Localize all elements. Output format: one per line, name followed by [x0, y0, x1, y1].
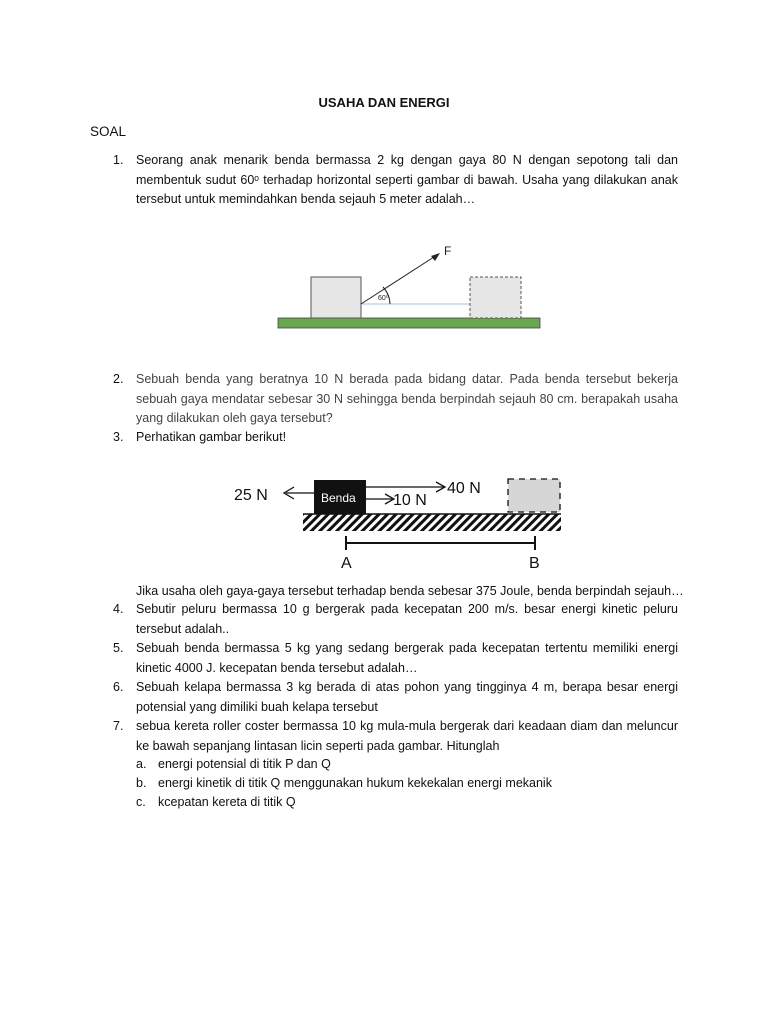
force-arrow-head: [431, 253, 440, 261]
sub-item-text: kcepatan kereta di titik Q: [158, 795, 296, 809]
question-text: Sebutir peluru bermassa 10 g bergerak pada kecepatan 200 m/s. besar energi kinetic peluru tersebut adalah..: [136, 602, 678, 636]
sub-item-text: energi kinetik di titik Q menggunakan hukum kekekalan energi mekanik: [158, 776, 552, 790]
question-text: Sebuah kelapa bermassa 3 kg berada di atas pohon yang tingginya 4 m, berapa besar energi potensial yang dimiliki buah kelapa tersebut: [136, 680, 678, 714]
block-destination: [470, 277, 521, 318]
question-number: 3.: [113, 430, 124, 444]
block-label: Benda: [321, 491, 356, 505]
force-label: F: [444, 244, 452, 258]
right-force-small-label: 10 N: [393, 492, 427, 509]
question-number: 1.: [113, 153, 124, 167]
question-followup: Jika usaha oleh gaya-gaya tersebut terhadap benda sebesar 375 Joule, benda berpindah sejauh…: [136, 584, 684, 598]
hatched-floor: [303, 514, 561, 531]
question-number: 7.: [113, 719, 124, 733]
question-text: sebua kereta roller coster bermassa 10 kg mula-mula bergerak dari keadaan diam dan meluncur ke bawah sepanjang lintasan licin seperti pada gambar. Hitunglah: [136, 719, 678, 753]
question-number: 6.: [113, 680, 124, 694]
sub-item-letter: c.: [136, 795, 146, 809]
angle-label: 60⁰: [378, 295, 389, 302]
point-a-label: A: [341, 555, 352, 572]
question-number: 2.: [113, 372, 124, 386]
question-number: 5.: [113, 641, 124, 655]
sub-item-letter: a.: [136, 757, 147, 771]
page-title: USAHA DAN ENERGI: [318, 95, 450, 110]
question-text: Perhatikan gambar berikut!: [136, 430, 287, 444]
figure-pulling-block: [270, 238, 550, 334]
point-b-label: B: [529, 555, 540, 572]
section-heading: SOAL: [90, 124, 127, 139]
question-number: 4.: [113, 602, 124, 616]
block-destination: [508, 479, 560, 512]
right-force-big-label: 40 N: [447, 480, 481, 497]
question-text: Sebuah benda yang beratnya 10 N berada pada bidang datar. Pada benda tersebut bekerja sebuah gaya mendatar sebesar 30 N sehingga benda berpindah sejauh 80 cm. berapakah usaha yang dilakukan oleh gaya tersebut?: [136, 372, 678, 425]
question-text: Seorang anak menarik benda bermassa 2 kg dengan gaya 80 N dengan sepotong tali dan membentuk sudut 60ᵒ terhadap horizontal seperti gambar di bawah. Usaha yang dilakukan anak tersebut untuk memindahkan benda sejauh 5 meter adalah…: [136, 153, 678, 206]
sub-item-letter: b.: [136, 776, 147, 790]
ground-surface: [278, 318, 540, 328]
question-text: Sebuah benda bermassa 5 kg yang sedang bergerak pada kecepatan tertentu memiliki energi kinetic 4000 J. kecepatan benda tersebut adalah…: [136, 641, 678, 675]
force-arrow-line: [361, 255, 437, 304]
block: [311, 277, 361, 318]
left-force-label: 25 N: [234, 487, 268, 504]
figure-forces-on-block: [228, 468, 568, 576]
sub-item-text: energi potensial di titik P dan Q: [158, 757, 331, 771]
